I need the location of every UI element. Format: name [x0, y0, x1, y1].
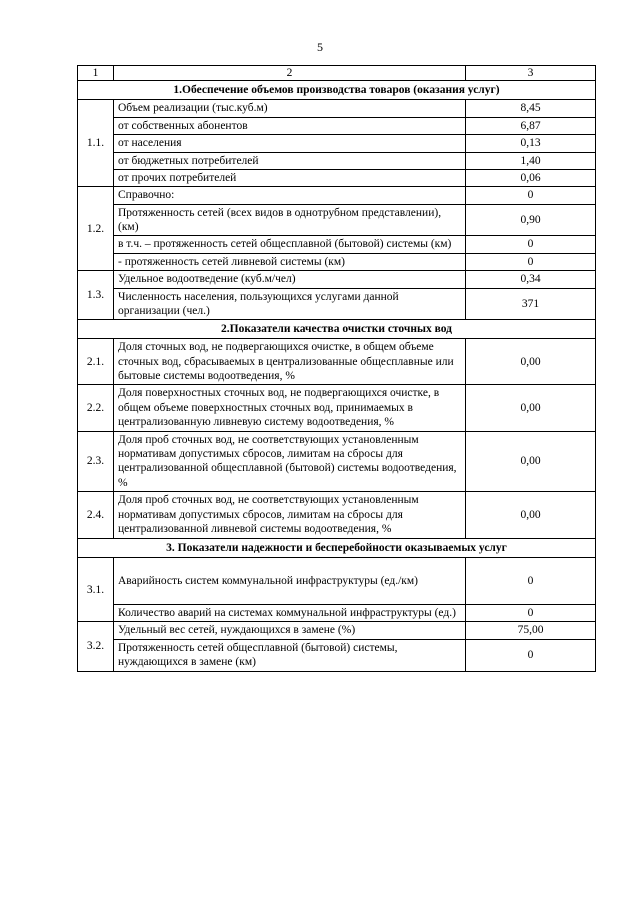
indicator-value: 1,40 — [466, 152, 596, 169]
indicator-label: Протяженность сетей общесплавной (бытовой) системы, нуждающихся в замене (км) — [114, 639, 466, 671]
indicator-value: 0,34 — [466, 271, 596, 288]
item-number: 3.1. — [78, 558, 114, 622]
indicator-label: в т.ч. – протяженность сетей общесплавной (бытовой) системы (км) — [114, 236, 466, 253]
item-number: 1.2. — [78, 187, 114, 271]
indicator-label: Доля проб сточных вод, не соответствующих установленным нормативам допустимых сбросов, лимитам на сбросы для централизованной общесплавной (бытовой) системы водоотведения, % — [114, 431, 466, 492]
indicator-label: Доля поверхностных сточных вод, не подвергающихся очистке, в общем объеме поверхностных сточных вод, принимаемых в централизованную ливневую систему водоотведения, % — [114, 385, 466, 431]
indicator-label: от прочих потребителей — [114, 169, 466, 186]
indicator-label: Удельный вес сетей, нуждающихся в замене (%) — [114, 622, 466, 639]
table-row — [78, 639, 596, 671]
table-row — [78, 204, 596, 236]
table-row — [78, 605, 596, 622]
indicator-value: 0,00 — [466, 385, 596, 431]
section-header-row — [78, 539, 596, 558]
indicator-label: Справочно: — [114, 187, 466, 204]
indicator-label: Количество аварий на системах коммунальной инфраструктуры (ед.) — [114, 605, 466, 622]
item-number: 1.1. — [78, 100, 114, 187]
table-row — [78, 558, 596, 605]
item-number: 2.3. — [78, 431, 114, 492]
section-title: 2.Показатели качества очистки сточных вод — [78, 320, 596, 339]
item-number: 2.4. — [78, 492, 114, 539]
table-row — [78, 236, 596, 253]
indicator-value: 6,87 — [466, 117, 596, 134]
indicator-value: 0 — [466, 253, 596, 270]
indicator-value: 0,00 — [466, 492, 596, 539]
indicator-value: 0 — [466, 558, 596, 605]
indicator-label: Удельное водоотведение (куб.м/чел) — [114, 271, 466, 288]
table-row — [78, 622, 596, 639]
indicator-value: 0,06 — [466, 169, 596, 186]
item-number: 3.2. — [78, 622, 114, 671]
indicators-table — [77, 65, 596, 672]
table-row — [78, 492, 596, 539]
indicator-label: Численность населения, пользующихся услугами данной организации (чел.) — [114, 288, 466, 320]
section-header-row — [78, 320, 596, 339]
column-header-3: 3 — [466, 66, 596, 81]
indicator-value: 371 — [466, 288, 596, 320]
section-title: 3. Показатели надежности и бесперебойности оказываемых услуг — [78, 539, 596, 558]
indicator-value: 8,45 — [466, 100, 596, 117]
section-header-row — [78, 81, 596, 100]
table-row — [78, 117, 596, 134]
indicator-label: Протяженность сетей (всех видов в однотрубном представлении), (км) — [114, 204, 466, 236]
indicator-value: 0,13 — [466, 135, 596, 152]
item-number: 1.3. — [78, 271, 114, 320]
indicator-value: 0,90 — [466, 204, 596, 236]
section-title: 1.Обеспечение объемов производства товаров (оказания услуг) — [78, 81, 596, 100]
indicator-value: 0,00 — [466, 339, 596, 385]
indicator-label: от бюджетных потребителей — [114, 152, 466, 169]
item-number: 2.2. — [78, 385, 114, 431]
indicators-table-body — [78, 66, 596, 672]
indicator-label: Объем реализации (тыс.куб.м) — [114, 100, 466, 117]
table-row — [78, 288, 596, 320]
table-row — [78, 385, 596, 431]
item-number: 2.1. — [78, 339, 114, 385]
table-row — [78, 431, 596, 492]
indicator-value: 0 — [466, 187, 596, 204]
indicator-label: Доля сточных вод, не подвергающихся очистке, в общем объеме сточных вод, сбрасываемых в централизованные общесплавные или бытовые системы водоотведения, % — [114, 339, 466, 385]
table-row — [78, 100, 596, 117]
indicator-value: 0 — [466, 605, 596, 622]
table-row — [78, 271, 596, 288]
indicator-label: Аварийность систем коммунальной инфраструктуры (ед./км) — [114, 558, 466, 605]
table-row — [78, 187, 596, 204]
page-number: 5 — [317, 40, 323, 54]
table-row — [78, 152, 596, 169]
column-header-row — [78, 66, 596, 81]
column-header-1: 1 — [78, 66, 114, 81]
indicator-value: 0 — [466, 639, 596, 671]
indicator-value: 0,00 — [466, 431, 596, 492]
indicator-label: от населения — [114, 135, 466, 152]
table-row — [78, 339, 596, 385]
table-row — [78, 135, 596, 152]
table-row — [78, 169, 596, 186]
indicator-label: от собственных абонентов — [114, 117, 466, 134]
indicator-value: 75,00 — [466, 622, 596, 639]
indicator-label: Доля проб сточных вод, не соответствующих установленным нормативам допустимых сбросов, лимитам на сбросы для централизованной ливневой системы водоотведения, % — [114, 492, 466, 539]
indicator-label: - протяженность сетей ливневой системы (км) — [114, 253, 466, 270]
indicator-value: 0 — [466, 236, 596, 253]
table-row — [78, 253, 596, 270]
column-header-2: 2 — [114, 66, 466, 81]
